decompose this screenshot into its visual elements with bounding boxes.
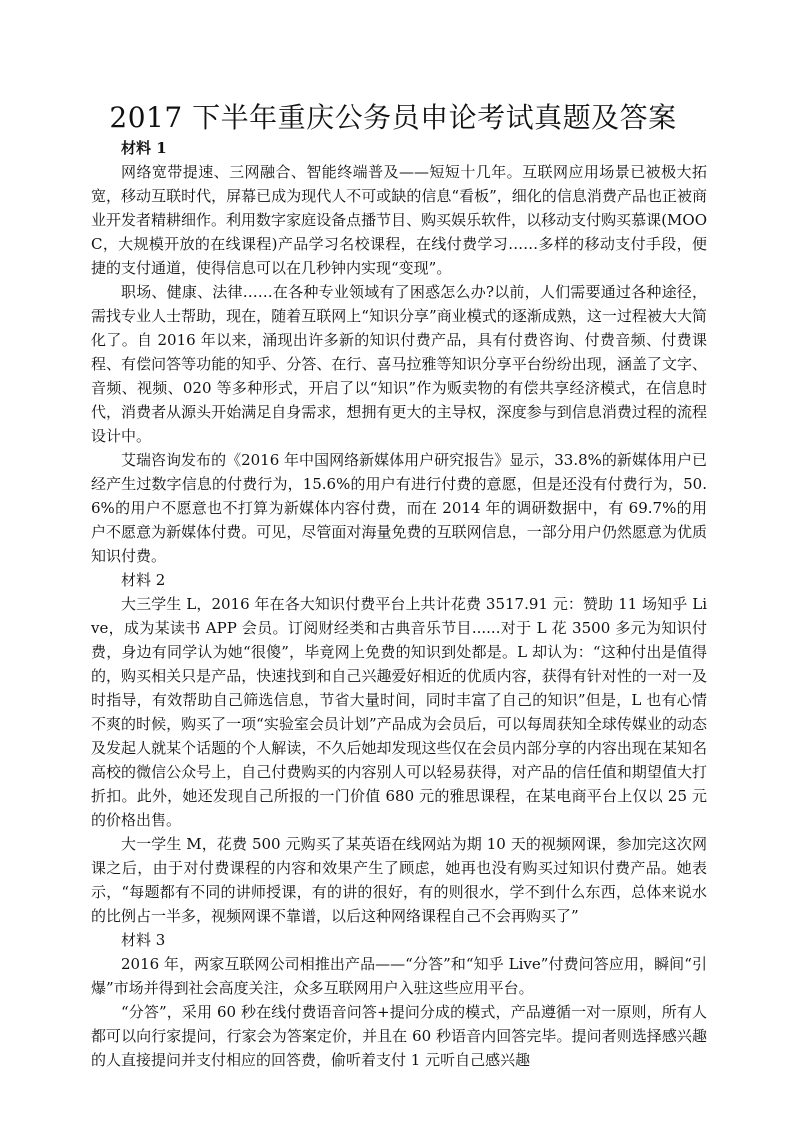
section-heading: 材料 2 [121,571,166,589]
body-paragraph: 2016 年，两家互联网公司相推出产品——“分答”和“知乎 Live”付费问答应用，瞬间“引爆”市场并得到社会高度关注，众多互联网用户入驻这些应用平台。 [91,955,707,997]
material-section [91,568,707,928]
section-heading: 材料 3 [121,931,166,949]
body-paragraph: “分答”，采用 60 秒在线付费语音问答+提问分成的模式，产品遵循一对一原则，所有人都可以向行家提问，行家会为答案定价，并且在 60 秒语音内回答完毕。提问者则选择感兴趣的人直接提问并支付相应的回答费，偷听着支付 1 元听自己感兴趣 [91,1003,707,1069]
body-paragraph: 大一学生 M，花费 500 元购买了某英语在线网站为期 10 天的视频网课，参加完这次网课之后，由于对付费课程的内容和效果产生了顾虑，她再也没有购买过知识付费产品。她表示，“每题都有不同的讲师授课，有的讲的很好，有的则很水，学不到什么东西，总体来说水的比例占一半多，视频网课不靠谱，以后这种网络课程自己不会再购买了” [91,835,707,925]
material-section [91,136,707,568]
material-section [91,928,707,1072]
body-paragraph: 艾瑞咨询发布的《2016 年中国网络新媒体用户研究报告》显示，33.8%的新媒体用户已经产生过数字信息的付费行为，15.6%的用户有进行付费的意愿，但是还没有付费行为，50.6%的用户不愿意也不打算为新媒体内容付费，而在 2014 年的调研数据中，有 69.7%的用户不愿意为新媒体付费。可见，尽管面对海量免费的互联网信息，一部分用户仍然愿意为优质知识付费。 [91,451,707,565]
document-body [91,136,707,1072]
body-paragraph: 大三学生 L，2016 年在各大知识付费平台上共计花费 3517.91 元：赞助 11 场知乎 Live，成为某读书 APP 会员。订阅财经类和古典音乐节目......对于 L 花 3500 多元为知识付费，身边有同学认为她“很傻”，毕竟网上免费的知识到处都是。L 却认为：“这种付出是值得的，购买相关只是产品，快速找到和自己兴趣爱好相近的优质内容，获得有针对性的一对一及时指导，有效帮助自己筛选信息，节省大量时间，同时丰富了自己的知识”但是，L 也有心情不爽的时候，购买了一项“实验室会员计划”产品成为会员后，可以每周获知全球传媒业的动态及发起人就某个话题的个人解读，不久后她却发现这些仅在会员内部分享的内容出现在某知名高校的微信公众号上，自己付费购买的内容别人可以轻易获得，对产品的信任值和期望值大打折扣。此外，她还发现自己所报的一门价值 680 元的雅思课程，在某电商平台上仅以 25 元的价格出售。 [91,595,707,829]
body-paragraph: 网络宽带提速、三网融合、智能终端普及——短短十几年。互联网应用场景已被极大拓宽，移动互联时代，屏幕已成为现代人不可或缺的信息“看板”，细化的信息消费产品也正被商业开发者精耕细作。利用数字家庭设备点播节目、购买娱乐软件，以移动支付购买慕课(MOOC，大规模开放的在线课程)产品学习名校课程，在线付费学习……多样的移动支付手段，便捷的支付通道，使得信息可以在几秒钟内实现“变现”。 [91,163,707,277]
body-paragraph: 职场、健康、法律……在各种专业领域有了困惑怎么办?以前，人们需要通过各种途径，需找专业人士帮助，现在，随着互联网上“知识分享”商业模式的逐渐成熟，这一过程被大大简化了。自 2016 年以来，涌现出许多新的知识付费产品，具有付费咨询、付费音频、付费课程、有偿问答等功能的知乎、分答、在行、喜马拉雅等知识分享平台纷纷出现，涵盖了文字、音频、视频、020 等多种形式，开启了以“知识”作为贩卖物的有偿共享经济模式，在信息时代，消费者从源头开始满足自身需求，想拥有更大的主导权，深度参与到信息消费过程的流程设计中。 [91,283,707,445]
section-heading: 材料 1 [121,139,167,157]
document-title: 2017 下半年重庆公务员申论考试真题及答案 [109,101,677,134]
